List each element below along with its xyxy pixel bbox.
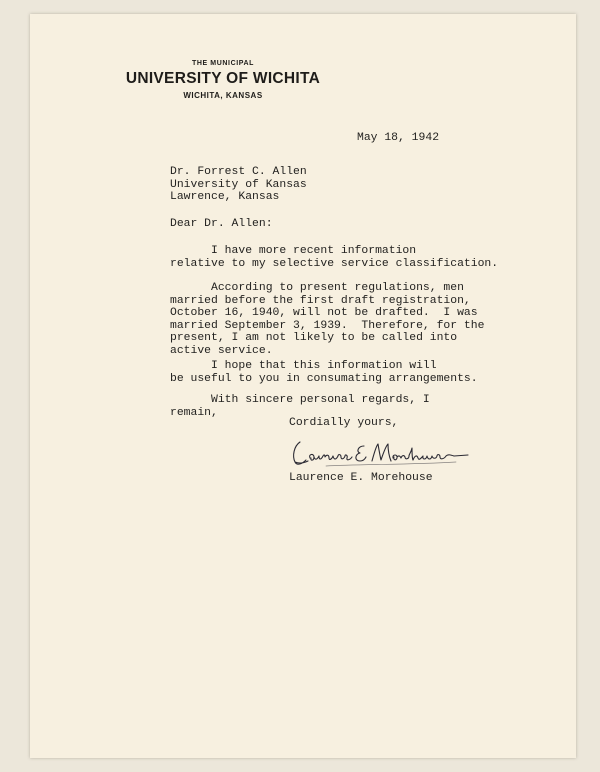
paragraph-2-line-6: active service. xyxy=(170,344,273,357)
letter-date: May 18, 1942 xyxy=(357,132,440,144)
paragraph-2-line-5: present, I am not likely to be called into xyxy=(170,332,458,344)
letterhead-city: WICHITA, KANSAS xyxy=(183,91,263,100)
signer-name: Laurence E. Morehouse xyxy=(289,472,433,484)
letterhead-university-name: UNIVERSITY OF WICHITA xyxy=(125,70,321,87)
paragraph-4-line-1: With sincere personal regards, I xyxy=(170,394,430,406)
signature xyxy=(286,434,486,474)
salutation: Dear Dr. Allen: xyxy=(170,218,273,230)
paragraph-2-line-3: October 16, 1940, will not be drafted. I was xyxy=(170,307,478,319)
recipient-location: Lawrence, Kansas xyxy=(170,191,280,203)
letterhead-prefix: THE MUNICIPAL xyxy=(191,60,255,67)
paragraph-1-line-1: I have more recent information xyxy=(170,245,417,257)
paragraph-3-line-1: I hope that this information will xyxy=(170,360,437,372)
recipient-name: Dr. Forrest C. Allen xyxy=(170,166,307,178)
paragraph-2-line-4: married September 3, 1939. Therefore, for the xyxy=(170,319,485,332)
paragraph-3-line-2: be useful to you in consumating arrangements. xyxy=(170,372,478,385)
closing: Cordially yours, xyxy=(289,417,399,429)
paragraph-4-line-2: remain, xyxy=(170,406,218,419)
recipient-institution: University of Kansas xyxy=(170,178,307,191)
paragraph-2-line-2: married before the first draft registration, xyxy=(170,294,471,307)
paragraph-1-line-2: relative to my selective service classification. xyxy=(170,257,499,270)
letter-page xyxy=(30,14,576,758)
paragraph-2-line-1: According to present regulations, men xyxy=(170,282,464,294)
